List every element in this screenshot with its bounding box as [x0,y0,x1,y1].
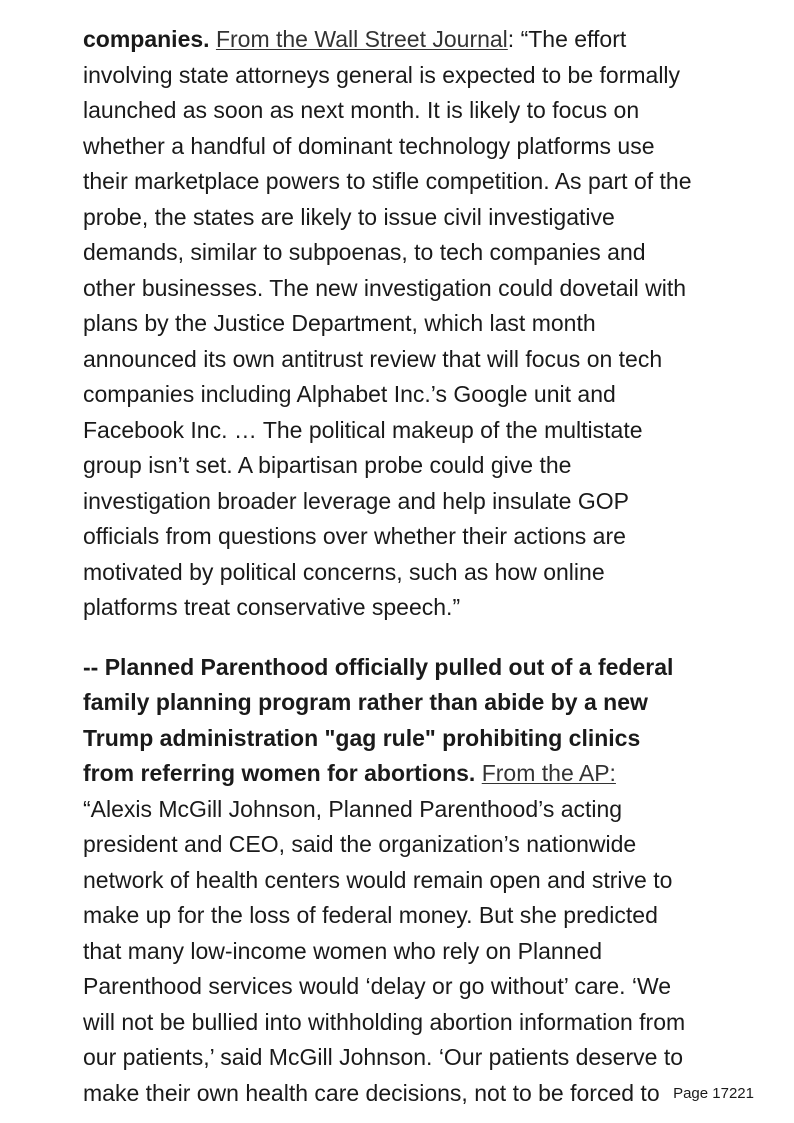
para1-line: investigation broader leverage and help insulate GOP [83,488,629,514]
para1-line: launched as soon as next month. It is likely to focus on [83,97,640,123]
para1-line: Facebook Inc. … The political makeup of the multistate [83,417,643,443]
para2-headline-line: Trump administration "gag rule" prohibiting clinics [83,725,641,751]
para1-line: motivated by political concerns, such as how online [83,559,605,585]
para1-lead-rest: : “The effort [507,26,627,52]
para2-line: make up for the loss of federal money. But she predicted [83,902,658,928]
para2-line: will not be bullied into withholding abortion information from [83,1009,686,1035]
para1-line: other businesses. The new investigation could dovetail with [83,275,687,301]
para2-headline-line: family planning program rather than abide by a new [83,689,648,715]
para1-line: their marketplace powers to stifle competition. As part of the [83,168,692,194]
para1-line: officials from questions over whether their actions are [83,523,626,549]
para1-line: announced its own antitrust review that will focus on tech [83,346,663,372]
para1-line: probe, the states are likely to issue civil investigative [83,204,615,230]
para1-line: platforms treat conservative speech.” [83,594,461,620]
para2-line: our patients,’ said McGill Johnson. ‘Our patients deserve to [83,1044,683,1070]
para2-line: “Alexis McGill Johnson, Planned Parenthood’s acting [83,796,623,822]
para1-line: demands, similar to subpoenas, to tech companies and [83,239,646,265]
para2-headline-last-line [83,755,616,791]
wsj-source-link[interactable]: From the Wall Street Journal [215,26,508,52]
para1-lead-line [83,21,626,57]
page-number: Page 17221 [667,1084,754,1104]
para2-line: make their own health care decisions, not to be forced to [83,1080,660,1106]
para2-line: that many low-income women who rely on Planned [83,938,603,964]
para1-line: companies including Alphabet Inc.’s Google unit and [83,381,616,407]
para1-line: involving state attorneys general is expected to be formally [83,62,681,88]
para2-headline-last: from referring women for abortions. [83,760,476,786]
para1-line: whether a handful of dominant technology platforms use [83,133,655,159]
para2-line: Parenthood services would ‘delay or go without’ care. ‘We [83,973,672,999]
para1-line: plans by the Justice Department, which last month [83,310,596,336]
para1-lead-bold: companies. [83,26,210,52]
para2-line: president and CEO, said the organization’s nationwide [83,831,637,857]
para2-line: network of health centers would remain open and strive to [83,867,673,893]
para1-line: group isn’t set. A bipartisan probe could give the [83,452,572,478]
para2-headline-line: -- Planned Parenthood officially pulled out of a federal [83,654,674,680]
ap-source-link[interactable]: From the AP: [481,760,616,786]
